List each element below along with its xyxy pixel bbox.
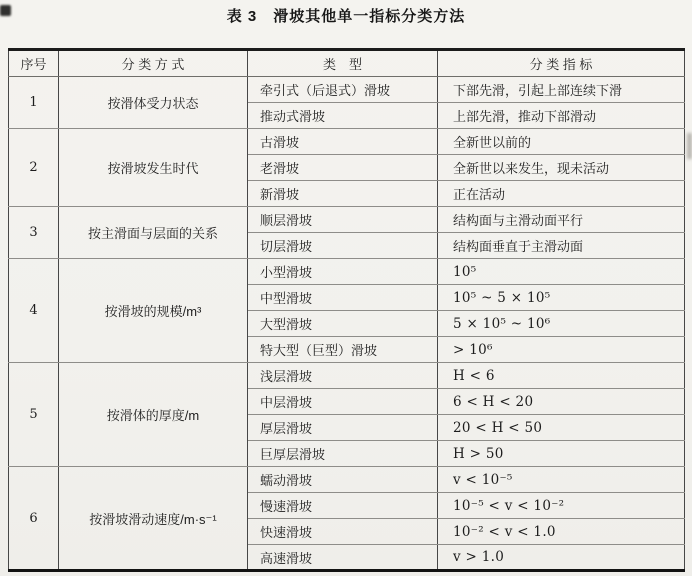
indicator-cell: 5 × 10⁵ ~ 10⁶	[438, 311, 685, 337]
type-cell: 浅层滑坡	[248, 363, 438, 389]
indicator-cell: 正在活动	[438, 181, 685, 207]
method-cell: 按滑体的厚度/m	[59, 363, 248, 467]
method-cell: 按滑坡发生时代	[59, 129, 248, 207]
table-row	[9, 259, 685, 285]
type-cell: 中型滑坡	[248, 285, 438, 311]
table-row	[9, 207, 685, 233]
type-cell: 新滑坡	[248, 181, 438, 207]
method-cell: 按滑坡滑动速度/m·s⁻¹	[59, 467, 248, 571]
table-row	[9, 77, 685, 103]
table-row	[9, 129, 685, 155]
page-title: 表 3 滑坡其他单一指标分类方法	[226, 8, 466, 25]
type-cell: 中层滑坡	[248, 389, 438, 415]
type-cell: 快速滑坡	[248, 519, 438, 545]
row-number: 6	[9, 467, 59, 571]
indicator-cell: H > 50	[438, 441, 685, 467]
landslide-classification-table	[8, 48, 685, 572]
indicator-cell: 全新世以前的	[438, 129, 685, 155]
type-cell: 顺层滑坡	[248, 207, 438, 233]
indicator-cell: 10⁵	[438, 259, 685, 285]
type-cell: 老滑坡	[248, 155, 438, 181]
table-row	[9, 467, 685, 493]
row-number: 3	[9, 207, 59, 259]
method-cell: 按滑体受力状态	[59, 77, 248, 129]
row-number: 5	[9, 363, 59, 467]
indicator-cell: 10⁵ ~ 5 × 10⁵	[438, 285, 685, 311]
indicator-cell: 6 < H < 20	[438, 389, 685, 415]
row-number: 2	[9, 129, 59, 207]
indicator-cell: > 10⁶	[438, 337, 685, 363]
indicator-cell: 20 < H < 50	[438, 415, 685, 441]
table-row	[9, 363, 685, 389]
type-cell: 慢速滑坡	[248, 493, 438, 519]
row-number: 4	[9, 259, 59, 363]
scan-smudge	[0, 5, 11, 16]
type-cell: 巨厚层滑坡	[248, 441, 438, 467]
type-cell: 小型滑坡	[248, 259, 438, 285]
column-header-indicator: 分 类 指 标	[438, 50, 685, 77]
column-header-type: 类 型	[248, 50, 438, 77]
method-cell: 按滑坡的规模/m³	[59, 259, 248, 363]
indicator-cell: 上部先滑，推动下部滑动	[438, 103, 685, 129]
type-cell: 推动式滑坡	[248, 103, 438, 129]
method-cell: 按主滑面与层面的关系	[59, 207, 248, 259]
column-header-method: 分 类 方 式	[59, 50, 248, 77]
indicator-cell: v > 1.0	[438, 545, 685, 571]
column-header-no: 序号	[9, 50, 59, 77]
indicator-cell: H < 6	[438, 363, 685, 389]
row-number: 1	[9, 77, 59, 129]
indicator-cell: 全新世以来发生，现未活动	[438, 155, 685, 181]
type-cell: 牵引式（后退式）滑坡	[248, 77, 438, 103]
header-row	[9, 50, 685, 77]
type-cell: 古滑坡	[248, 129, 438, 155]
indicator-cell: 10⁻⁵ < v < 10⁻²	[438, 493, 685, 519]
indicator-cell: 结构面与主滑动面平行	[438, 207, 685, 233]
indicator-cell: 10⁻² < v < 1.0	[438, 519, 685, 545]
indicator-cell: 结构面垂直于主滑动面	[438, 233, 685, 259]
scan-smudge	[687, 133, 692, 159]
type-cell: 蠕动滑坡	[248, 467, 438, 493]
indicator-cell: 下部先滑，引起上部连续下滑	[438, 77, 685, 103]
type-cell: 特大型（巨型）滑坡	[248, 337, 438, 363]
indicator-cell: v < 10⁻⁵	[438, 467, 685, 493]
type-cell: 大型滑坡	[248, 311, 438, 337]
type-cell: 切层滑坡	[248, 233, 438, 259]
type-cell: 厚层滑坡	[248, 415, 438, 441]
type-cell: 高速滑坡	[248, 545, 438, 571]
